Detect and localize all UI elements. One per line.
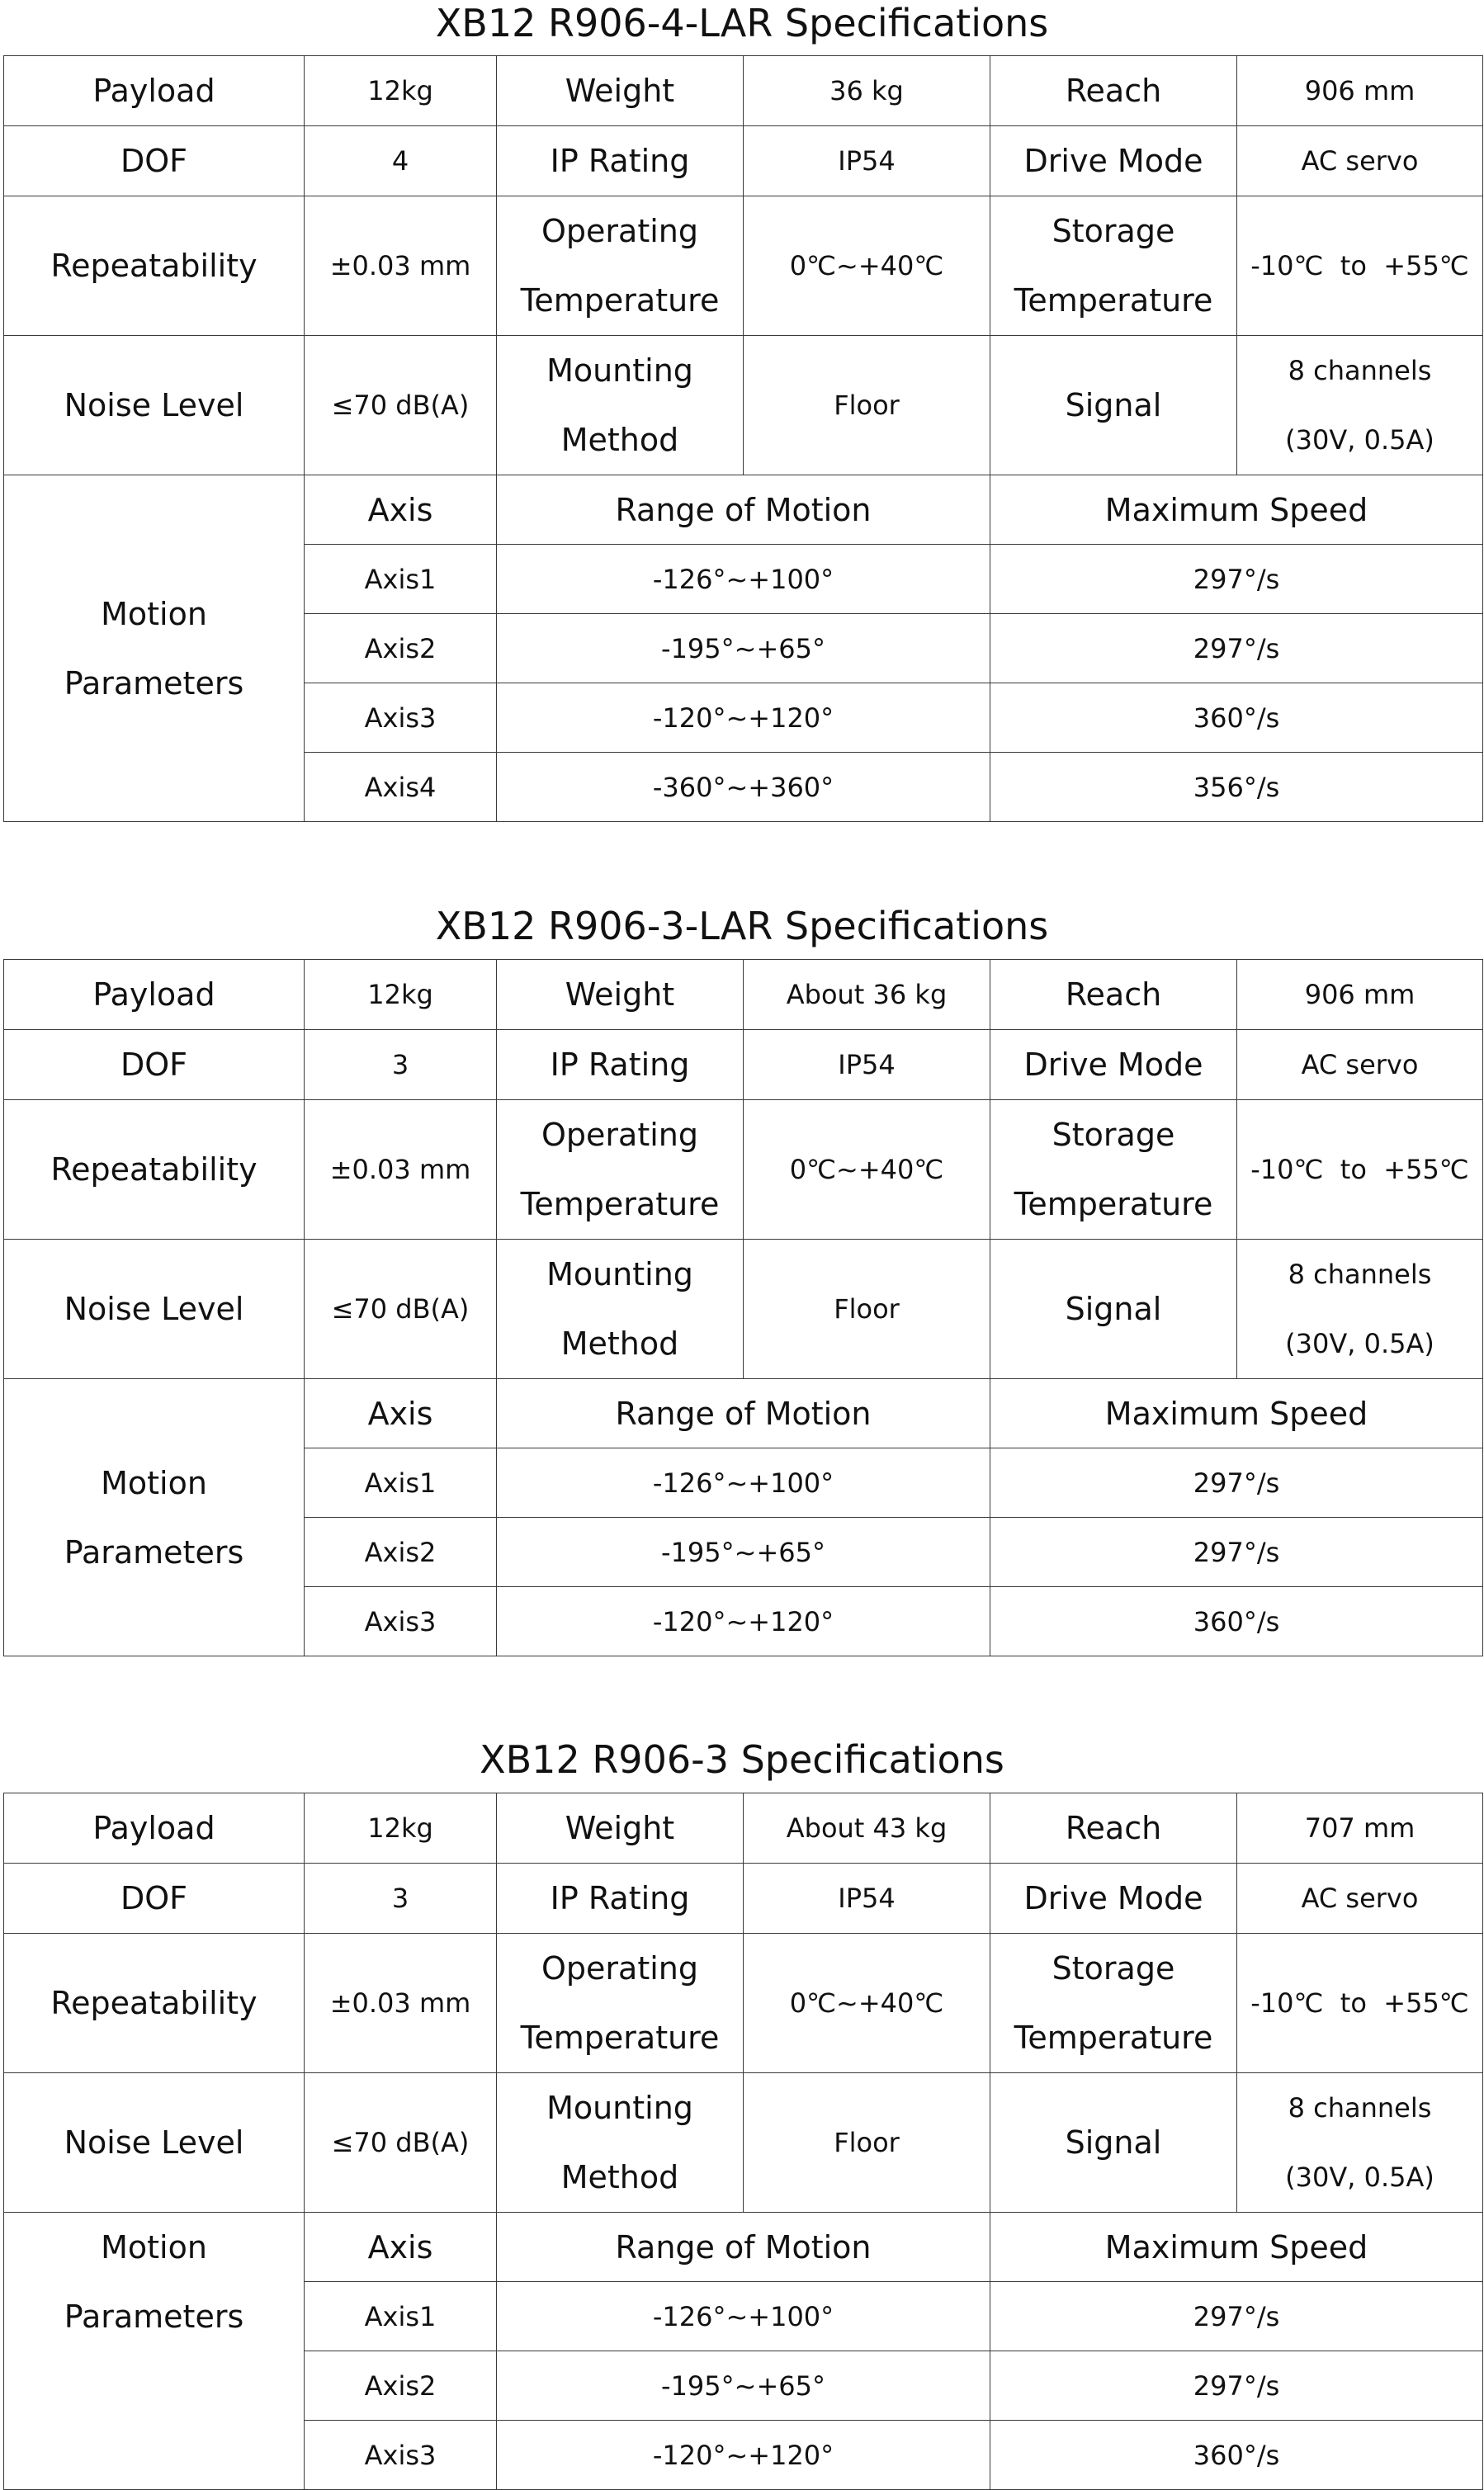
label-line: Storage [1052, 213, 1175, 249]
noise-level-value: ≤70 dB(A) [305, 1240, 497, 1379]
storage-temperature-value: -10℃ to +55℃ [1237, 1934, 1483, 2073]
dof-label: DOF [4, 1864, 305, 1934]
storage-temperature-label [990, 1100, 1237, 1240]
drive-mode-value: AC servo [1237, 1030, 1483, 1100]
label-line: Storage [1052, 1117, 1175, 1153]
weight-value: About 43 kg [744, 1793, 990, 1864]
label-line: Temperature [520, 282, 720, 319]
repeatability-value: ±0.03 mm [305, 196, 497, 336]
table-row [4, 2073, 1483, 2213]
label-line: Motion [101, 2229, 207, 2266]
repeatability-label: Repeatability [4, 1934, 305, 2073]
range-header: Range of Motion [497, 475, 990, 545]
axis-range: -126°~+100° [497, 1448, 990, 1518]
motion-parameters-label [4, 475, 305, 822]
axis-name: Axis1 [305, 1448, 497, 1518]
operating-temperature-label [497, 1100, 744, 1240]
table-row [4, 196, 1483, 336]
motion-parameters-label [4, 2213, 305, 2490]
spec-section-3 [0, 1736, 1484, 1783]
repeatability-value: ±0.03 mm [305, 1934, 497, 2073]
label-line: Temperature [1014, 282, 1213, 319]
axis-speed: 297°/s [990, 614, 1483, 683]
reach-label: Reach [990, 56, 1237, 126]
label-line: Temperature [1014, 2020, 1213, 2056]
repeatability-label: Repeatability [4, 196, 305, 336]
ip-rating-label: IP Rating [497, 1030, 744, 1100]
label-line: Operating [541, 1117, 698, 1153]
table-row [4, 1100, 1483, 1240]
axis-range: -120°~+120° [497, 2421, 990, 2490]
repeatability-value: ±0.03 mm [305, 1100, 497, 1240]
reach-label: Reach [990, 1793, 1237, 1864]
axis-speed: 360°/s [990, 2421, 1483, 2490]
mounting-method-value: Floor [744, 336, 990, 475]
axis-speed: 297°/s [990, 2282, 1483, 2351]
table-row [4, 56, 1483, 126]
axis-name: Axis3 [305, 683, 497, 753]
label-line: Temperature [520, 1186, 720, 1222]
axis-range: -195°~+65° [497, 614, 990, 683]
ip-rating-label: IP Rating [497, 1864, 744, 1934]
axis-speed: 297°/s [990, 2351, 1483, 2421]
axis-header: Axis [305, 475, 497, 545]
payload-value: 12kg [305, 1793, 497, 1864]
axis-name: Axis1 [305, 545, 497, 614]
drive-mode-value: AC servo [1237, 126, 1483, 196]
motion-parameters-label [4, 1379, 305, 1656]
weight-value: About 36 kg [744, 960, 990, 1030]
axis-speed: 297°/s [990, 1518, 1483, 1587]
table-row [4, 2213, 1483, 2282]
label-line: Temperature [520, 2020, 720, 2056]
axis-range: -120°~+120° [497, 1587, 990, 1656]
value-line: (30V, 0.5A) [1285, 1328, 1434, 1359]
ip-rating-value: IP54 [744, 1030, 990, 1100]
operating-temperature-value: 0℃~+40℃ [744, 1934, 990, 2073]
drive-mode-label: Drive Mode [990, 1030, 1237, 1100]
axis-name: Axis2 [305, 1518, 497, 1587]
label-line: Motion [101, 595, 207, 632]
axis-range: -126°~+100° [497, 2282, 990, 2351]
axis-name: Axis4 [305, 753, 497, 822]
spec-title: XB12 R906-3 Specifications [480, 1737, 1004, 1782]
dof-label: DOF [4, 126, 305, 196]
range-header: Range of Motion [497, 1379, 990, 1448]
reach-value: 906 mm [1237, 56, 1483, 126]
axis-name: Axis3 [305, 2421, 497, 2490]
axis-speed: 356°/s [990, 753, 1483, 822]
axis-header: Axis [305, 2213, 497, 2282]
drive-mode-label: Drive Mode [990, 126, 1237, 196]
value-line: (30V, 0.5A) [1285, 424, 1434, 456]
noise-level-label: Noise Level [4, 2073, 305, 2213]
label-line: Method [560, 2159, 679, 2195]
reach-value: 906 mm [1237, 960, 1483, 1030]
label-line: Operating [541, 213, 698, 249]
payload-label: Payload [4, 1793, 305, 1864]
operating-temperature-label [497, 1934, 744, 2073]
label-line: Temperature [1014, 1186, 1213, 1222]
storage-temperature-label [990, 1934, 1237, 2073]
mounting-method-value: Floor [744, 1240, 990, 1379]
label-line: Storage [1052, 1950, 1175, 1987]
label-line: Parameters [64, 664, 244, 702]
dof-value: 3 [305, 1030, 497, 1100]
noise-level-label: Noise Level [4, 336, 305, 475]
label-line: Parameters [64, 2299, 244, 2335]
repeatability-label: Repeatability [4, 1100, 305, 1240]
spec-section-1 [0, 0, 1484, 46]
table-row [4, 1934, 1483, 2073]
signal-label: Signal [990, 1240, 1237, 1379]
payload-value: 12kg [305, 56, 497, 126]
table-row [4, 960, 1483, 1030]
operating-temperature-value: 0℃~+40℃ [744, 196, 990, 336]
range-header: Range of Motion [497, 2213, 990, 2282]
signal-value [1237, 336, 1483, 475]
label-line: Motion [101, 1464, 207, 1501]
ip-rating-value: IP54 [744, 1864, 990, 1934]
spec-table-1 [3, 55, 1483, 822]
spec-section-2 [0, 903, 1484, 949]
table-row [4, 1864, 1483, 1934]
spec-table-2 [3, 959, 1483, 1656]
mounting-method-value: Floor [744, 2073, 990, 2213]
signal-label: Signal [990, 336, 1237, 475]
signal-value [1237, 1240, 1483, 1379]
label-line: Method [560, 422, 679, 458]
value-line: 8 channels [1288, 355, 1432, 386]
weight-value: 36 kg [744, 56, 990, 126]
ip-rating-value: IP54 [744, 126, 990, 196]
axis-range: -195°~+65° [497, 1518, 990, 1587]
operating-temperature-label [497, 196, 744, 336]
operating-temperature-value: 0℃~+40℃ [744, 1100, 990, 1240]
axis-speed: 297°/s [990, 545, 1483, 614]
reach-label: Reach [990, 960, 1237, 1030]
weight-label: Weight [497, 1793, 744, 1864]
speed-header: Maximum Speed [990, 2213, 1483, 2282]
spec-title: XB12 R906-4-LAR Specifications [435, 1, 1049, 45]
weight-label: Weight [497, 960, 744, 1030]
axis-name: Axis2 [305, 614, 497, 683]
storage-temperature-label [990, 196, 1237, 336]
axis-name: Axis2 [305, 2351, 497, 2421]
axis-range: -360°~+360° [497, 753, 990, 822]
signal-value [1237, 2073, 1483, 2213]
dof-value: 3 [305, 1864, 497, 1934]
label-line: Mounting [546, 352, 693, 389]
label-line: Mounting [546, 1256, 693, 1292]
label-line: Operating [541, 1950, 698, 1987]
value-line: 8 channels [1288, 1259, 1432, 1290]
noise-level-value: ≤70 dB(A) [305, 336, 497, 475]
table-row [4, 126, 1483, 196]
axis-header: Axis [305, 1379, 497, 1448]
drive-mode-value: AC servo [1237, 1864, 1483, 1934]
payload-label: Payload [4, 960, 305, 1030]
weight-label: Weight [497, 56, 744, 126]
storage-temperature-value: -10℃ to +55℃ [1237, 196, 1483, 336]
axis-name: Axis1 [305, 2282, 497, 2351]
speed-header: Maximum Speed [990, 1379, 1483, 1448]
dof-value: 4 [305, 126, 497, 196]
speed-header: Maximum Speed [990, 475, 1483, 545]
mounting-method-label [497, 1240, 744, 1379]
table-row [4, 1379, 1483, 1448]
value-line: 8 channels [1288, 2092, 1432, 2124]
dof-label: DOF [4, 1030, 305, 1100]
payload-label: Payload [4, 56, 305, 126]
reach-value: 707 mm [1237, 1793, 1483, 1864]
axis-speed: 360°/s [990, 683, 1483, 753]
table-row [4, 1793, 1483, 1864]
table-row [4, 336, 1483, 475]
drive-mode-label: Drive Mode [990, 1864, 1237, 1934]
table-row [4, 1240, 1483, 1379]
label-line: Parameters [64, 1533, 244, 1571]
spec-title: XB12 R906-3-LAR Specifications [435, 904, 1049, 948]
mounting-method-label [497, 336, 744, 475]
axis-speed: 360°/s [990, 1587, 1483, 1656]
axis-speed: 297°/s [990, 1448, 1483, 1518]
payload-value: 12kg [305, 960, 497, 1030]
table-row [4, 1030, 1483, 1100]
spec-table-3 [3, 1793, 1483, 2490]
storage-temperature-value: -10℃ to +55℃ [1237, 1100, 1483, 1240]
noise-level-label: Noise Level [4, 1240, 305, 1379]
label-line: Mounting [546, 2090, 693, 2126]
ip-rating-label: IP Rating [497, 126, 744, 196]
signal-label: Signal [990, 2073, 1237, 2213]
table-row [4, 475, 1483, 545]
axis-range: -120°~+120° [497, 683, 990, 753]
noise-level-value: ≤70 dB(A) [305, 2073, 497, 2213]
axis-name: Axis3 [305, 1587, 497, 1656]
mounting-method-label [497, 2073, 744, 2213]
label-line: Method [560, 1325, 679, 1362]
value-line: (30V, 0.5A) [1285, 2162, 1434, 2193]
axis-range: -195°~+65° [497, 2351, 990, 2421]
axis-range: -126°~+100° [497, 545, 990, 614]
